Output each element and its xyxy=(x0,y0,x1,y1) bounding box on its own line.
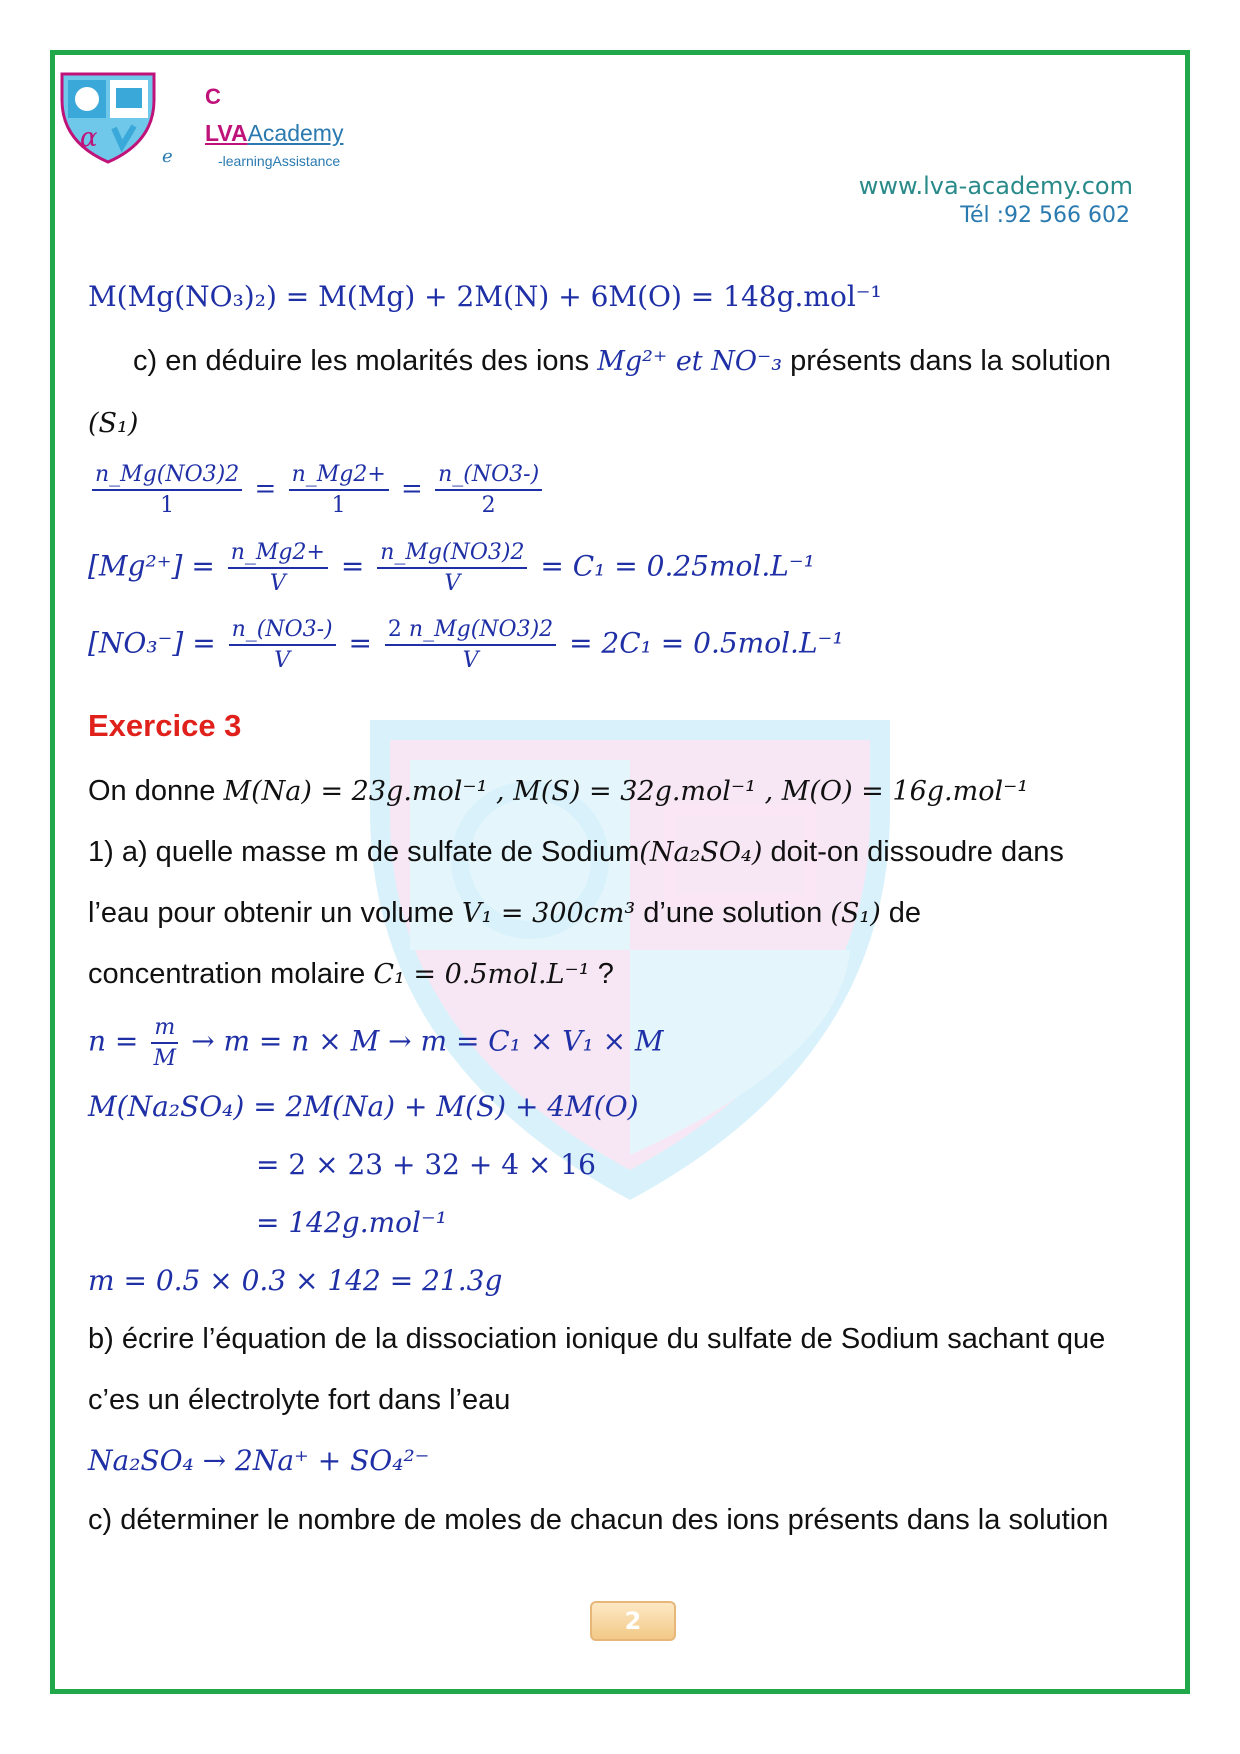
no3-frac-2-num: 2 n_Mg(NO3)2 xyxy=(385,617,556,646)
q1b-line1: b) écrire l’équation de la dissociation ionique du sulfate de Sodium sachant que xyxy=(88,1323,1106,1355)
eq-mass-result: m = 0.5 × 0.3 × 142 = 21.3g xyxy=(88,1264,503,1297)
ratio-num-2: n_Mg2+ xyxy=(289,462,389,491)
no3-frac-2-num-n: n_Mg(NO3)2 xyxy=(408,617,554,642)
ratio-den-3: 2 xyxy=(481,493,496,518)
website-link[interactable]: www.lva-academy.com xyxy=(858,172,1133,200)
no3-frac-1-num: n_(NO3-) xyxy=(229,617,336,646)
logo-letter-e: e xyxy=(162,146,173,167)
eq-mna2so4-line1: M(Na₂SO₄) = 2M(Na) + M(S) + 4M(O) xyxy=(88,1090,639,1123)
ratio-den-2: 1 xyxy=(331,493,346,518)
ratio-frac-1 xyxy=(92,462,242,518)
question-c xyxy=(133,345,1111,378)
q1b-line2: c’es un électrolyte fort dans l’eau xyxy=(88,1384,511,1416)
page-number: 2 xyxy=(590,1601,676,1641)
q1a-line3-a: concentration molaire xyxy=(88,958,366,990)
on-donne-label: On donne xyxy=(88,775,216,807)
mg-frac-2-den: V xyxy=(444,571,461,596)
mg-conc-result: = C₁ = 0.25mol.L⁻¹ xyxy=(540,549,815,583)
logo-lva: LVA xyxy=(205,120,248,146)
mg-frac-1-den: V xyxy=(269,571,286,596)
eq-mna2so4-line2: = 2 × 23 + 32 + 4 × 16 xyxy=(256,1148,596,1181)
mg-frac-2 xyxy=(377,540,527,596)
no3-conc-result: = 2C₁ = 0.5mol.L⁻¹ xyxy=(569,626,844,660)
n-frac: $\frac{m}{M}$ xyxy=(151,1015,178,1071)
eq-mg-concentration: [Mg²⁺] = $\frac{n\_Mg2+}{V}$ = $\frac{n\_Mg(NO3)2}{V}$ = C₁ = 0.25mol.L⁻¹ xyxy=(88,540,815,596)
q1a-line1 xyxy=(88,836,1064,869)
phone-number: Tél :92 566 602 xyxy=(960,203,1130,228)
question-c-tail: présents dans la solution xyxy=(790,345,1111,377)
q1a-line3-formula: C₁ = 0.5mol.L⁻¹ xyxy=(373,959,590,990)
no3-frac-2-den: V xyxy=(462,648,479,673)
q1a-line1-formula: (Na₂SO₄) xyxy=(639,837,763,868)
exercise-title: Exercice 3 xyxy=(88,708,242,743)
question-c-ions: Mg²⁺ et NO⁻₃ xyxy=(597,346,783,377)
q1c-line1: c) déterminer le nombre de moles de chacun des ions présents dans la solution xyxy=(88,1504,1109,1536)
q1a-line3-b: ? xyxy=(597,958,614,990)
q1a-line2 xyxy=(88,897,921,930)
logo-wordmark xyxy=(205,120,343,147)
q1a-line1-a: 1) a) quelle masse m de sulfate de Sodium xyxy=(88,836,640,868)
ratio-num-3: n_(NO3-) xyxy=(435,462,542,491)
eq-molar-mass-mgno3: M(Mg(NO₃)₂) = M(Mg) + 2M(N) + 6M(O) = 148g.mol⁻¹ xyxy=(88,280,882,313)
mg-frac-1 xyxy=(228,540,328,596)
no3-frac-1-den: V xyxy=(274,648,291,673)
eq-no3-concentration: [NO₃⁻] = $\frac{n\_(NO3-)}{V}$ = $\frac{2 n\_Mg(NO3)2}{V}$ = 2C₁ = 0.5mol.L⁻¹ xyxy=(88,617,844,673)
no3-conc-lhs: [NO₃⁻] = xyxy=(88,626,216,660)
lva-logo-icon xyxy=(58,70,158,166)
no3-frac-1 xyxy=(229,617,336,673)
svg-text:α: α xyxy=(80,123,98,153)
ratio-num-1: n_Mg(NO3)2 xyxy=(92,462,242,491)
eq-n-rest: → m = n × M → m = C₁ × V₁ × M xyxy=(191,1024,664,1058)
question-c-s1: (S₁) xyxy=(88,408,139,439)
q1a-line2-s1: (S₁) xyxy=(830,898,881,929)
mg-conc-lhs: [Mg²⁺] = xyxy=(88,549,215,583)
logo-letter-c: C xyxy=(205,84,221,109)
eq-n-m-over-M: n = $\frac{m}{M}$ → m = n × M → m = C₁ × V₁ × M xyxy=(88,1015,664,1071)
ratio-frac-3 xyxy=(435,462,542,518)
on-donne-values: M(Na) = 23g.mol⁻¹ , M(S) = 32g.mol⁻¹ , M(O) = 16g.mol⁻¹ xyxy=(223,776,1029,807)
ratio-equation: $\frac{n\_Mg(NO3)2}{1}$ = $\frac{n\_Mg2+}{1}$ = $\frac{n\_(NO3-)}{2}$ xyxy=(88,462,546,518)
mg-frac-2-num: n_Mg(NO3)2 xyxy=(377,540,527,569)
q1a-line3 xyxy=(88,958,614,991)
logo-academy: Academy xyxy=(247,120,344,146)
eq-mna2so4-line3: = 142g.mol⁻¹ xyxy=(256,1206,447,1239)
ratio-den-1: 1 xyxy=(160,493,175,518)
q1a-line2-b: d’une solution xyxy=(643,897,823,929)
q1a-line1-b: doit-on dissoudre dans xyxy=(770,836,1064,868)
given-values xyxy=(88,775,1028,808)
q1a-line2-formula: V₁ = 300cm³ xyxy=(462,898,636,929)
logo-tagline: -learningAssistance xyxy=(218,153,341,169)
question-c-text: c) en déduire les molarités des ions xyxy=(133,345,590,377)
q1a-line2-a: l’eau pour obtenir un volume xyxy=(88,897,454,929)
q1a-line2-c: de xyxy=(888,897,922,929)
ratio-frac-2 xyxy=(289,462,389,518)
mg-frac-1-num: n_Mg2+ xyxy=(228,540,328,569)
no3-frac-2 xyxy=(385,617,556,673)
eq-dissociation: Na₂SO₄ → 2Na⁺ + SO₄²⁻ xyxy=(88,1444,430,1477)
